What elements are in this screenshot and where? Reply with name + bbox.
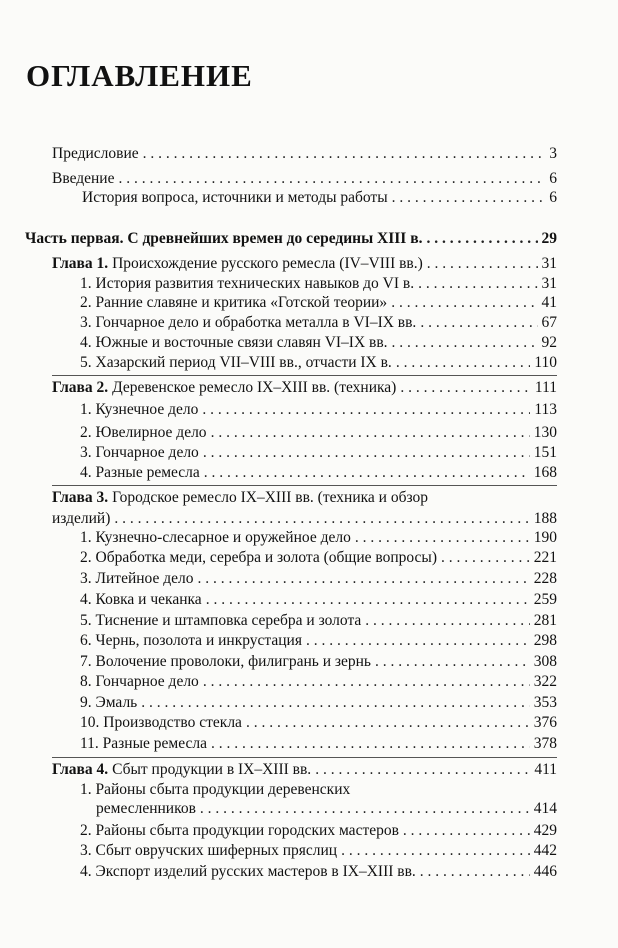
toc-entry-text: История вопроса, источники и методы работы bbox=[82, 189, 388, 206]
toc-entry-preface[interactable] bbox=[52, 145, 557, 163]
toc-entry-page: 411 bbox=[534, 761, 557, 778]
toc-item[interactable]: 2. Ранние славяне и критика «Готской теории» . . . 41 bbox=[80, 294, 557, 312]
toc-entry-text: Деревенское ремесло IX–XIII вв. (техника) bbox=[112, 379, 397, 396]
toc-entry-page: 6 bbox=[549, 189, 557, 206]
toc-item[interactable]: 5. Тиснение и штамповка серебра и золота . . . 281 bbox=[80, 612, 557, 630]
toc-entry-page: 3 bbox=[549, 145, 557, 162]
toc-entry-text: Городское ремесло IX–XIII вв. (техника и обзор bbox=[112, 489, 428, 506]
toc-item[interactable]: 10. Производство стекла . . . 376 bbox=[80, 714, 557, 732]
toc-item[interactable]: ремесленников . . . 414 bbox=[96, 800, 557, 818]
toc-item[interactable]: 2. Обработка меди, серебра и золота (общие вопросы) . . . 221 bbox=[80, 549, 557, 567]
toc-part-one[interactable] bbox=[25, 230, 557, 248]
toc-item[interactable]: 3. Гончарное дело и обработка металла в VI–IX вв. . . . 67 bbox=[80, 314, 557, 332]
toc-item[interactable]: 4. Разные ремесла . . . 168 bbox=[80, 464, 557, 482]
toc-item[interactable]: 6. Чернь, позолота и инкрустация . . . 298 bbox=[80, 632, 557, 650]
section-divider bbox=[52, 375, 557, 376]
chapter-label: Глава 2. bbox=[52, 379, 109, 396]
toc-item[interactable]: 11. Разные ремесла . . . 378 bbox=[80, 735, 557, 753]
toc-item[interactable]: 1. История развития технических навыков до VI в. . . . 31 bbox=[80, 275, 557, 293]
toc-entry-page: 29 bbox=[541, 230, 557, 247]
toc-item[interactable]: 7. Волочение проволоки, филигрань и зернь . . . 308 bbox=[80, 653, 557, 671]
toc-item[interactable]: 4. Экспорт изделий русских мастеров в IX–XIII вв. . . . 446 bbox=[80, 863, 557, 881]
toc-chapter-2[interactable] bbox=[52, 379, 557, 397]
toc-entry-text: Часть первая. С древнейших времен до середины XIII в. bbox=[25, 230, 423, 247]
toc-item[interactable]: 4. Ковка и чеканка . . . 259 bbox=[80, 591, 557, 609]
toc-entry-text: изделий) bbox=[52, 510, 111, 527]
toc-item[interactable]: 3. Гончарное дело . . . 151 bbox=[80, 444, 557, 462]
toc-entry-text: Введение bbox=[52, 170, 115, 187]
toc-entry-introduction[interactable] bbox=[52, 170, 557, 188]
toc-entry-text: Происхождение русского ремесла (IV–VIII вв.) bbox=[112, 255, 423, 272]
toc-entry-history[interactable] bbox=[82, 189, 557, 207]
chapter-label: Глава 1. bbox=[52, 255, 109, 272]
toc-item[interactable]: 4. Южные и восточные связи славян VI–IX вв. . . . 92 bbox=[80, 334, 557, 352]
page-title: ОГЛАВЛЕНИЕ bbox=[26, 58, 253, 93]
toc-entry-page: 188 bbox=[533, 510, 557, 527]
toc-chapter-1[interactable] bbox=[52, 255, 557, 273]
chapter-label: Глава 3. bbox=[52, 489, 109, 506]
toc-item[interactable]: 5. Хазарский период VII–VIII вв., отчасти IX в. . . . 110 bbox=[80, 354, 557, 372]
toc-item[interactable]: 2. Ювелирное дело . . . 130 bbox=[80, 424, 557, 442]
section-divider bbox=[52, 757, 557, 758]
toc-item[interactable]: 3. Литейное дело . . . 228 bbox=[80, 570, 557, 588]
chapter-label: Глава 4. bbox=[52, 761, 109, 778]
toc-item[interactable]: 8. Гончарное дело . . . 322 bbox=[80, 673, 557, 691]
toc-chapter-3-line1[interactable] bbox=[52, 489, 428, 507]
section-divider bbox=[52, 485, 557, 486]
toc-item[interactable]: 3. Сбыт овручских шиферных пряслиц . . . 442 bbox=[80, 842, 557, 860]
toc-entry-page: 31 bbox=[541, 255, 557, 272]
toc-item[interactable]: 2. Районы сбыта продукции городских мастеров . . . 429 bbox=[80, 822, 557, 840]
toc-chapter-3[interactable] bbox=[52, 510, 557, 528]
toc-item[interactable]: 1. Кузнечно-слесарное и оружейное дело . . . 190 bbox=[80, 529, 557, 547]
toc-item-line1[interactable]: 1. Районы сбыта продукции деревенских bbox=[80, 781, 351, 798]
toc-entry-page: 111 bbox=[534, 379, 557, 396]
toc-item[interactable]: 9. Эмаль . . . 353 bbox=[80, 694, 557, 712]
toc-entry-text: Сбыт продукции в IX–XIII вв. bbox=[112, 761, 312, 778]
toc-entry-page: 6 bbox=[549, 170, 557, 187]
toc-chapter-4[interactable] bbox=[52, 761, 557, 779]
toc-entry-text: Предисловие bbox=[52, 145, 139, 162]
toc-item[interactable]: 1. Кузнечное дело . . . 113 bbox=[80, 401, 557, 419]
